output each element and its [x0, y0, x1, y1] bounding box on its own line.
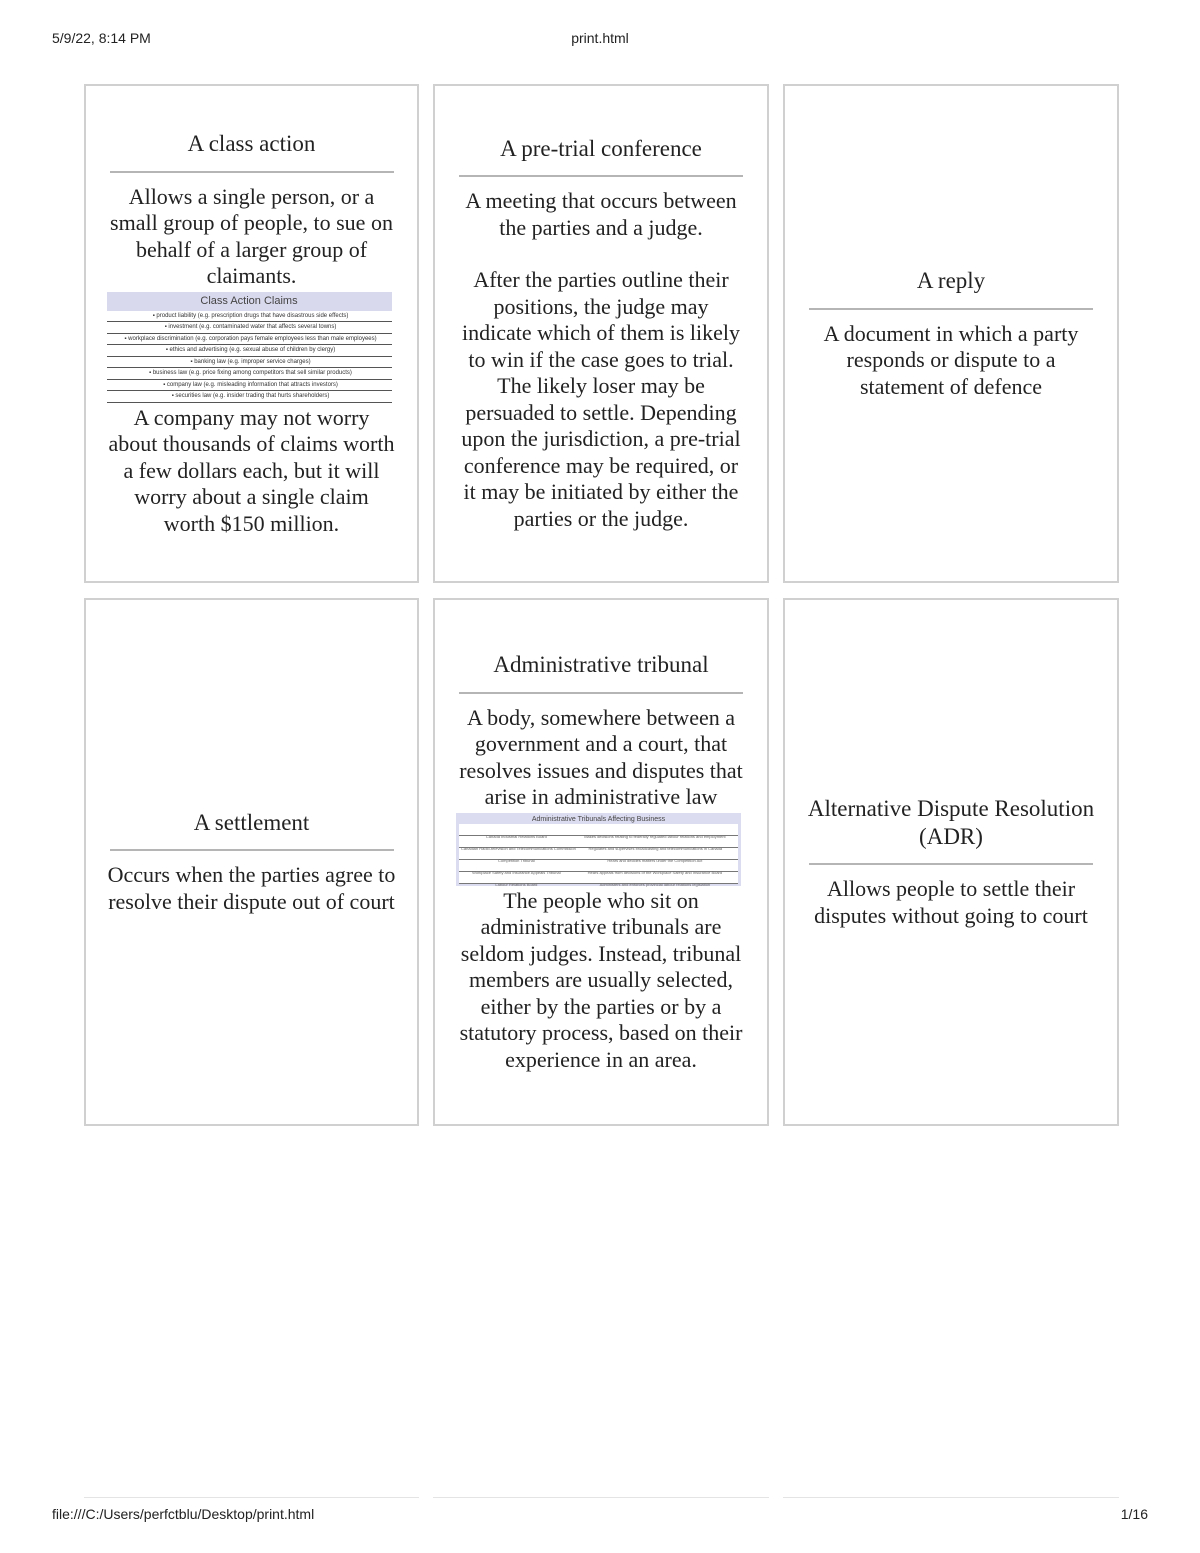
table-cell: Labour Relations Board — [495, 881, 538, 887]
table-cell — [459, 836, 573, 847]
card-divider — [459, 175, 743, 177]
card-divider — [809, 863, 1093, 865]
definition-text: A document in which a party responds or dispute to a statement of defence — [823, 320, 1079, 399]
class-action-claims-image — [107, 292, 392, 403]
table-cell — [459, 860, 572, 871]
print-document-title: print.html — [571, 30, 629, 46]
print-page-number: 1/16 — [1120, 1506, 1148, 1522]
image-list-item: ▪ business law (e.g. price fixing among competitors that sell similar products) — [107, 368, 392, 380]
card-divider — [110, 849, 394, 851]
table-cell — [572, 860, 738, 871]
card-definition — [107, 862, 397, 915]
table-cell — [459, 824, 572, 835]
card-term: Administrative tribunal — [493, 651, 709, 677]
card-term: Alternative Dispute Resolution (ADR) — [807, 795, 1095, 849]
table-row — [459, 824, 738, 836]
card-term: A reply — [916, 267, 986, 293]
card-term: A class action — [187, 130, 316, 156]
card-divider — [459, 692, 743, 694]
flashcard-administrative-tribunal — [433, 598, 769, 1126]
table-cell — [573, 836, 738, 847]
definition-text: After the parties outline their positions, the judge may indicate which of them is likely to win if the case goes to trial. The likely loser may be persuaded to settle. Depending upon the jurisdiction, a pre-trial conference may be required, or it may be initiated by either the parties or the judge. — [461, 267, 741, 531]
image-list-item: ▪ securities law (e.g. insider trading that hurts shareholders) — [107, 391, 392, 403]
page-break-rule — [783, 1497, 1119, 1498]
table-row — [459, 848, 738, 860]
definition-text: Occurs when the parties agree to resolve their dispute out of court — [107, 862, 396, 914]
definition-text: Allows a single person, or a small group of people, to sue on behalf of a larger group of claimants. — [110, 183, 393, 289]
card-definition — [806, 876, 1096, 929]
image-list-item: ▪ investment (e.g. contaminated water that affects several towns) — [107, 322, 392, 334]
print-file-path: file:///C:/Users/perfctblu/Desktop/print.html — [52, 1506, 315, 1522]
table-cell — [572, 848, 738, 859]
page-break-rule — [84, 1497, 419, 1498]
image-list-item: ▪ workplace discrimination (e.g. corporation pays female employees less than male employees) — [107, 334, 392, 346]
print-datetime: 5/9/22, 8:14 PM — [52, 30, 151, 46]
card-definition — [107, 184, 397, 538]
flashcard-adr — [783, 598, 1119, 1126]
definition-text: A meeting that occurs between the parties and a judge. — [465, 188, 737, 240]
definition-text: A body, somewhere between a government and a court, that resolves issues and disputes that arise in administrative law — [459, 704, 743, 810]
card-term: A pre-trial conference — [500, 135, 702, 161]
administrative-tribunals-table-image — [456, 813, 741, 886]
page-break-rule — [433, 1497, 769, 1498]
table-cell: Administers and enforces provincial labour relations legislation — [599, 881, 711, 887]
definition-text: A company may not worry about thousands of claims worth a few dollars each, but it will worry about a single claim worth $150 million. — [108, 404, 395, 536]
image-list-item: ▪ company law (e.g. misleading information that attracts investors) — [107, 380, 392, 392]
image-list-item: ▪ banking law (e.g. improper service charges) — [107, 357, 392, 369]
flashcard-reply — [783, 84, 1119, 583]
table-row — [459, 860, 738, 872]
image-title: Administrative Tribunals Affecting Business — [531, 815, 666, 823]
flashcard-pre-trial-conference — [433, 84, 769, 583]
table-row — [459, 872, 738, 887]
table-row — [459, 836, 738, 848]
flashcard-class-action — [84, 84, 419, 583]
image-title: Class Action Claims — [107, 292, 392, 311]
image-list-item: ▪ product liability (e.g. prescription drugs that have disastrous side effects) — [107, 311, 392, 323]
definition-text: Allows people to settle their disputes without going to court — [814, 876, 1088, 928]
card-definition — [456, 705, 746, 1074]
table-cell — [459, 848, 572, 859]
definition-text: The people who sit on administrative tribunals are seldom judges. Instead, tribunal members are usually selected, either by the parties or by a statutory process, based on their experience in an area. — [459, 887, 743, 1072]
image-list-item: ▪ ethics and advertising (e.g. sexual abuse of children by clergy) — [107, 345, 392, 357]
table-cell — [572, 824, 738, 835]
flashcard-settlement — [84, 598, 419, 1126]
card-term: A settlement — [193, 809, 310, 835]
card-divider — [809, 308, 1093, 310]
card-definition — [806, 321, 1096, 401]
card-definition — [456, 188, 746, 532]
card-divider — [110, 171, 394, 173]
